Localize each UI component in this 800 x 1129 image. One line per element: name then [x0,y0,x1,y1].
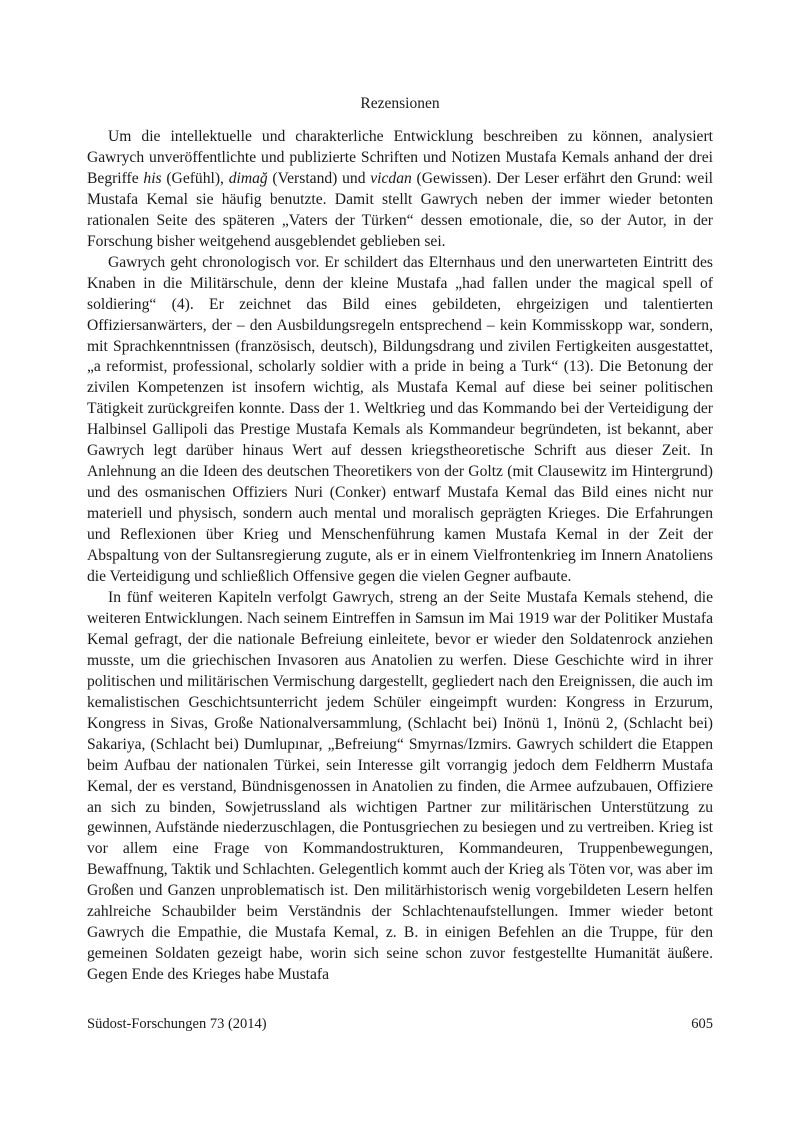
term-vicdan: vicdan [370,169,412,187]
paragraph-1-text-d: (Gewissen). Der Leser erfährt den Grund: weil Mustafa Kemal sie häufig benutzte. Damit stellt Gawrych neben der immer wieder betonten rationalen Seite des späteren „Vaters der Türken“ dessen emotionale, die, so der Autor, in der Forschung bisher weitgehend ausgeblendet geblieben sei. [87,169,713,250]
term-his: his [143,169,162,187]
page-number: 605 [691,1016,713,1032]
journal-footer: Südost-Forschungen 73 (2014) [87,1016,267,1032]
paragraph-1 [87,127,713,253]
paragraph-3: In fünf weiteren Kapiteln verfolgt Gawrych, streng an der Seite Mustafa Kemals stehend, die weiteren Entwicklungen. Nach seinem Eintreffen in Samsun im Mai 1919 war der Politiker Mustafa Kemal gefragt, der die nationale Befreiung einleitete, bevor er wieder den Soldatenrock anziehen musste, um die griechischen Invasoren aus Anatolien zu werfen. Diese Geschichte wird in ihrer politischen und militärischen Vermischung dargestellt, gegliedert nach den Ereignissen, die auch im kemalistischen Geschichtsunterricht jedem Schüler eingeimpft wurden: Kongress in Erzurum, Kongress in Sivas, Große Nationalversammlung, (Schlacht bei) Inönü 1, Inönü 2, (Schlacht bei) Sakariya, (Schlacht bei) Dumlupınar, „Befreiung“ Smyrnas/Izmirs. Gawrych schildert die Etappen beim Aufbau der nationalen Türkei, sein Interesse gilt vorrangig jedoch dem Feldherrn Mustafa Kemal, der es verstand, Bündnisgenossen in Anatolien zu finden, die Armee aufzubauen, Offiziere an sich zu binden, Sowjetrussland als wichtigen Partner zur militärischen Unterstützung zu gewinnen, Aufstände niederzuschlagen, die Pontusgriechen zu besiegen und zu vertreiben. Krieg ist vor allem eine Frage von Kommandostrukturen, Kommandeuren, Truppenbewegungen, Bewaffnung, Taktik und Schlachten. Gelegentlich kommt auch der Krieg als Töten vor, was aber im Großen und Ganzen unproblematisch ist. Den militärhistorisch wenig vorgebildeten Lesern helfen zahlreiche Schaubilder beim Verständnis der Schlachtenaufstellungen. Immer wieder betont Gawrych die Empathie, die Mustafa Kemal, z. B. in einigen Befehlen an die Truppe, für den gemeinen Soldaten gezeigt habe, worin sich seine schon zuvor festgestellte Humanität äußere. Gegen Ende des Krieges habe Mustafa [87,588,713,984]
article-body [87,127,713,986]
running-header: Rezensionen [360,95,440,112]
paragraph-1-text-b: (Gefühl), [161,169,229,187]
paragraph-1-text-c: (Verstand) und [267,169,371,187]
term-dimag: dimağ [228,169,268,187]
paragraph-2: Gawrych geht chronologisch vor. Er schildert das Elternhaus und den unerwarteten Eintritt des Knaben in die Militärschule, denn der kleine Mustafa „had fallen under the magical spell of soldiering“ (4). Er zeichnet das Bild eines gebildeten, ehrgeizigen und talentierten Offiziersanwärters, der – den Ausbildungsregeln entsprechend – kein Kommisskopp war, sondern, mit Sprachkenntnissen (französisch, deutsch), Bildungsdrang und zivilen Fertigkeiten ausgestattet, „a reformist, professional, scholarly soldier with a pride in being a Turk“ (13). Die Betonung der zivilen Kompetenzen ist insofern wichtig, als Mustafa Kemal auf diese bei seiner politischen Tätigkeit zurückgreifen konnte. Dass der 1. Weltkrieg und das Kommando bei der Verteidigung der Halbinsel Gallipoli das Prestige Mustafa Kemals als Kommandeur begründeten, ist bekannt, aber Gawrych legt darüber hinaus Wert auf dessen kriegstheoretische Schrift aus dieser Zeit. In Anlehnung an die Ideen des deutschen Theoretikers von der Goltz (mit Clausewitz im Hintergrund) und des osmanischen Offiziers Nuri (Conker) entwarf Mustafa Kemal das Bild eines nicht nur materiell und physisch, sondern auch mental und moralisch geprägten Krieges. Die Erfahrungen und Reflexionen über Krieg und Menschenführung kamen Mustafa Kemal in der Zeit der Abspaltung von der Sultansregierung zugute, als er in einem Vielfrontenkrieg im Innern Anatoliens die Verteidigung und schließlich Offensive gegen die vielen Gegner aufbaute. [87,253,713,586]
paragraph-1-text-a: Um die intellektuelle und charakterliche Entwicklung beschreiben zu können, analysiert Gawrych unveröffentlichte und publizierte Schriften und Notizen Mustafa Kemals anhand der drei Begriffe [87,128,713,187]
